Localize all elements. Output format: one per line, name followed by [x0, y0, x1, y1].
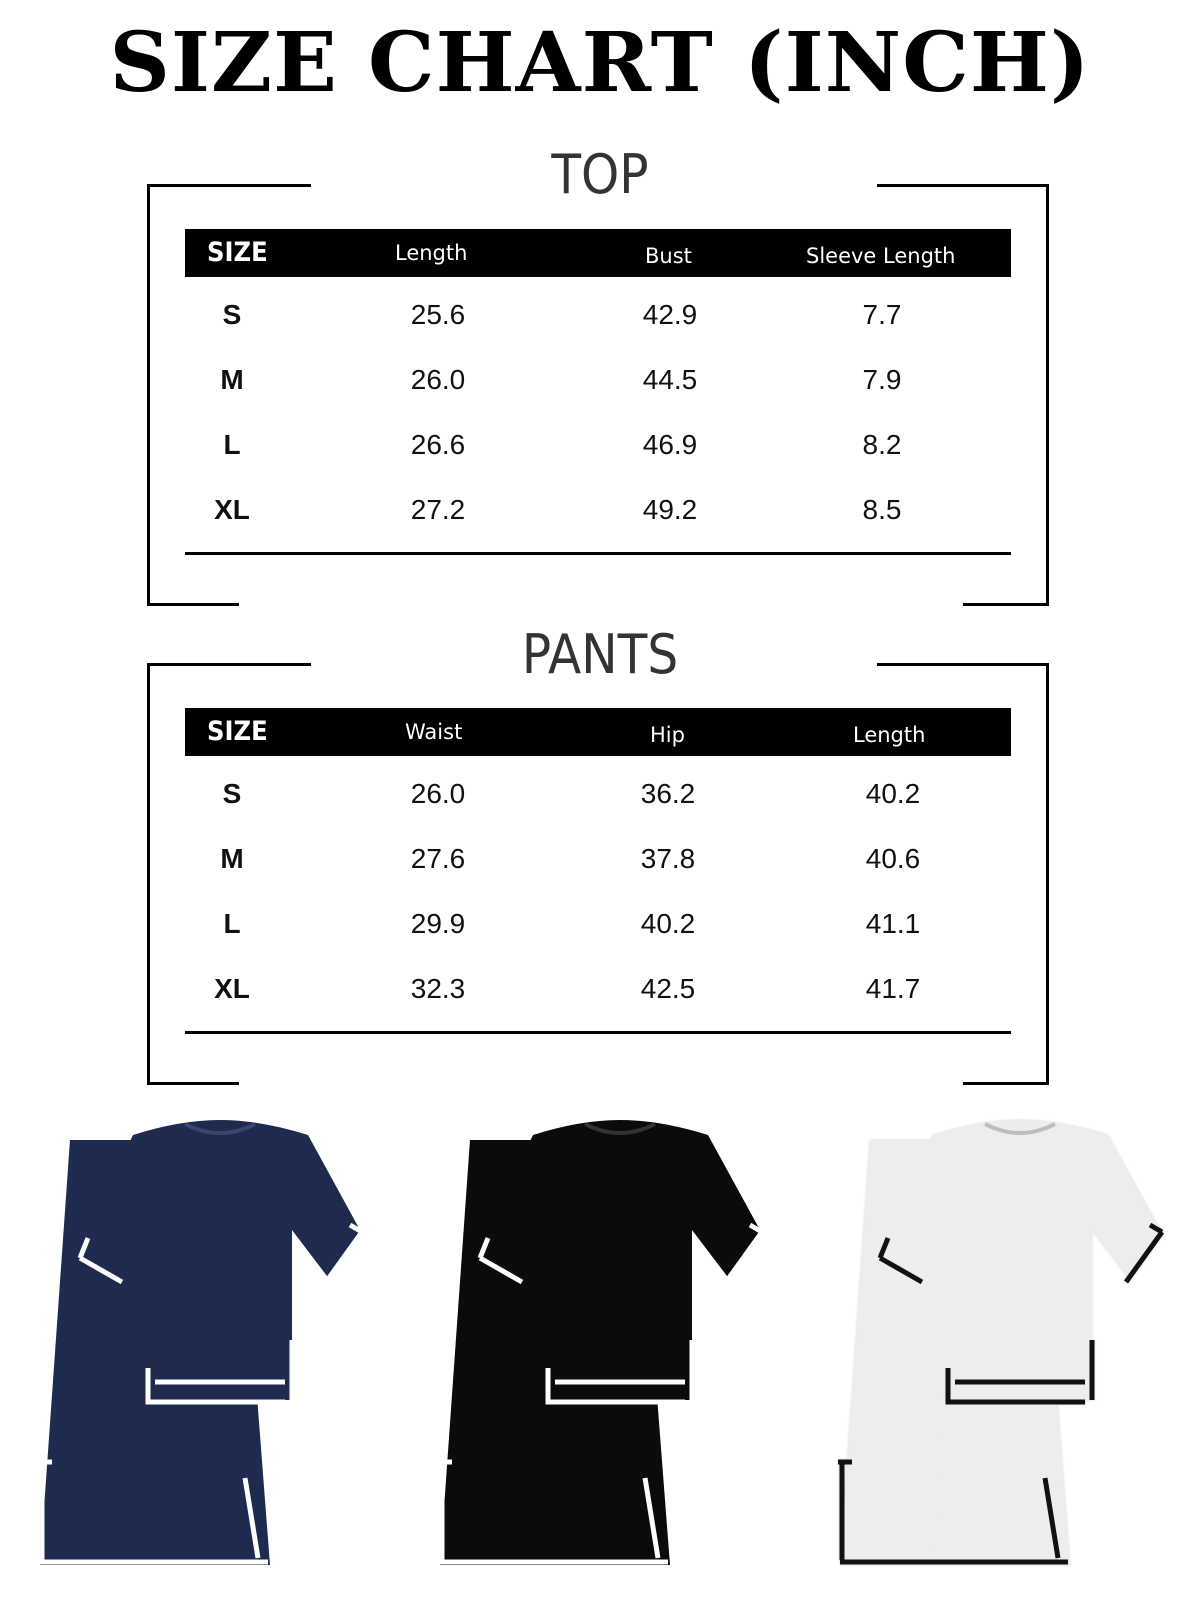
frame-top-left	[147, 184, 311, 187]
frame-top-right	[877, 184, 1049, 187]
pants-size-table	[185, 708, 1011, 1034]
table-row: XL 32.3 42.5 41.7	[214, 973, 921, 1004]
frame-top-right	[877, 663, 1049, 666]
frame-bottom-right	[963, 603, 1049, 606]
section-title-pants: PANTS	[521, 623, 679, 686]
header-length: Length	[853, 723, 926, 747]
outfit-illustrations	[0, 1100, 1200, 1600]
outfit-gallery	[0, 1100, 1200, 1600]
table-row: S 26.0 36.2 40.2	[222, 778, 921, 809]
navy-outfit-image	[38, 1120, 362, 1565]
frame-left	[147, 184, 150, 606]
header-length: Length	[395, 241, 468, 265]
frame-bottom-right	[963, 1082, 1049, 1085]
frame-bottom-left	[147, 1082, 239, 1085]
black-outfit-image	[438, 1120, 762, 1565]
table-bottom-rule	[185, 552, 1011, 555]
table-row: M 27.6 37.8 40.6	[220, 843, 921, 874]
table-row: M 26.0 44.5 7.9	[220, 364, 902, 395]
white-outfit-image	[838, 1120, 1162, 1565]
table-row: L 26.6 46.9 8.2	[223, 429, 902, 460]
frame-left	[147, 663, 150, 1085]
header-size: SIZE	[207, 237, 268, 268]
header-hip: Hip	[650, 723, 685, 747]
table-row: S 25.6 42.9 7.7	[222, 299, 902, 330]
header-bust: Bust	[645, 244, 692, 268]
table-row: XL 27.2 49.2 8.5	[214, 494, 902, 525]
section-title-top: TOP	[551, 143, 649, 206]
frame-right	[1046, 663, 1049, 1085]
table-header	[185, 229, 1011, 277]
top-size-table	[185, 229, 1011, 555]
table-header	[185, 708, 1011, 756]
header-sleeve-length: Sleeve Length	[806, 244, 956, 268]
header-size: SIZE	[207, 716, 268, 747]
header-waist: Waist	[405, 720, 463, 744]
table-bottom-rule	[185, 1031, 1011, 1034]
frame-top-left	[147, 663, 311, 666]
page-title: SIZE CHART (INCH)	[109, 15, 1091, 111]
frame-bottom-left	[147, 603, 239, 606]
frame-right	[1046, 184, 1049, 606]
table-row: L 29.9 40.2 41.1	[223, 908, 921, 939]
